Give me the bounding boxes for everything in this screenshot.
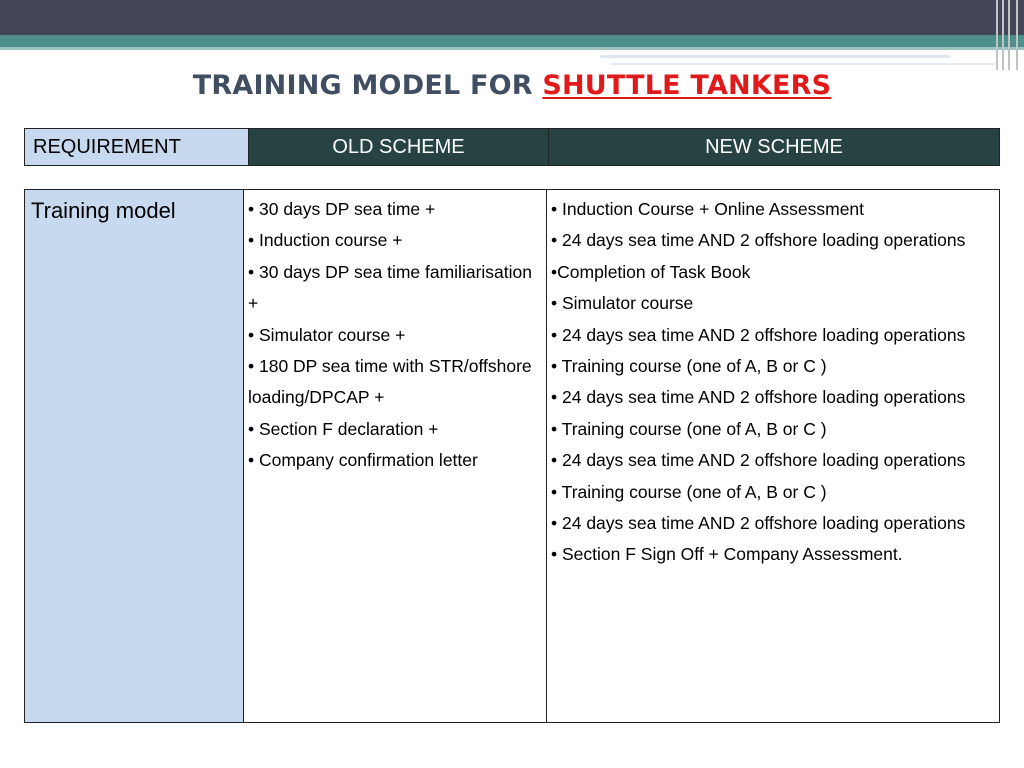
content-table: [24, 189, 1000, 723]
old-item: • Induction course +: [248, 230, 403, 251]
new-item: • 24 days sea time AND 2 offshore loading operations: [551, 450, 966, 471]
decor-line-1: [600, 55, 950, 58]
old-item: • 30 days DP sea time familiarisation +: [248, 261, 532, 314]
teal-decor-line: [0, 47, 1024, 50]
old-scheme-cell: [244, 190, 547, 722]
title-prefix: TRAINING MODEL FOR: [192, 70, 543, 101]
new-item: •Completion of Task Book: [551, 261, 751, 282]
header-old-scheme: OLD SCHEME: [249, 129, 549, 165]
new-item: • 24 days sea time AND 2 offshore loading operations: [551, 513, 966, 534]
new-item: • 24 days sea time AND 2 offshore loading operations: [551, 324, 966, 345]
header-table: [24, 128, 1000, 166]
old-item: • Simulator course +: [248, 324, 406, 345]
old-item: • 30 days DP sea time +: [248, 199, 436, 219]
old-item: • Company confirmation letter: [248, 450, 478, 471]
new-item: • Induction Course + Online Assessment: [551, 199, 865, 219]
new-item: • Training course (one of A, B or C ): [551, 481, 827, 502]
old-item: • Section F declaration +: [248, 418, 439, 439]
new-item: • Section F Sign Off + Company Assessment.: [551, 544, 903, 565]
title-accent: SHUTTLE TANKERS: [542, 70, 832, 101]
slide-title: [0, 70, 1024, 101]
new-item: • Simulator course: [551, 293, 694, 314]
teal-decor-band: [0, 35, 1024, 47]
header-requirement: REQUIREMENT: [25, 129, 249, 165]
requirement-cell: Training model: [25, 190, 244, 722]
new-item: • Training course (one of A, B or C ): [551, 418, 827, 439]
top-decor-band: [0, 0, 1024, 35]
decor-line-2: [610, 63, 995, 65]
new-item: • 24 days sea time AND 2 offshore loading operations: [551, 387, 966, 408]
new-item: • Training course (one of A, B or C ): [551, 356, 827, 377]
old-item: • 180 DP sea time with STR/offshore loading/DPCAP +: [248, 356, 532, 408]
header-new-scheme: NEW SCHEME: [549, 129, 999, 165]
new-item: • 24 days sea time AND 2 offshore loading operations: [551, 230, 966, 251]
decor-stripes: [990, 0, 1024, 70]
new-scheme-cell: [547, 190, 999, 722]
